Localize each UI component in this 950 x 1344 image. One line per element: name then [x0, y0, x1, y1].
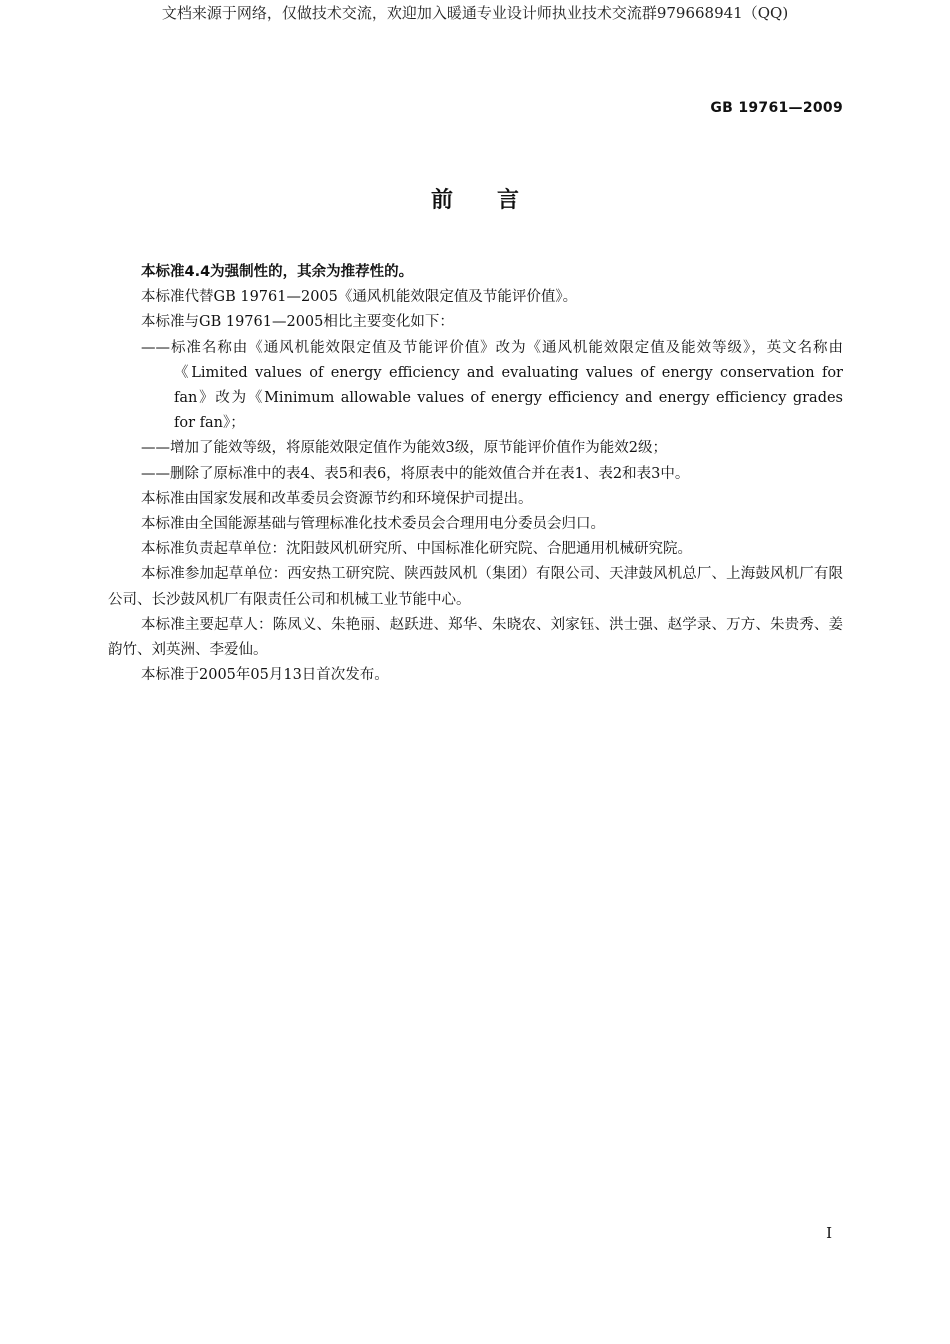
paragraph-first-issue: 本标准于2005年05月13日首次发布。 — [141, 667, 389, 684]
document-body — [108, 260, 843, 688]
standard-code: GB 19761—2009 — [710, 100, 843, 116]
page-title: 前言 — [430, 188, 563, 213]
paragraph-lead-drafters: 本标准负责起草单位：沈阳鼓风机研究所、中国标准化研究院、合肥通用机械研究院。 — [141, 541, 692, 558]
list-item-change: ——删除了原标准中的表4、表5和表6，将原表中的能效值合并在表1、表2和表3中。 — [141, 465, 690, 482]
paragraph-mandatory-clause: 本标准4.4为强制性的，其余为推荐性的。 — [141, 264, 414, 280]
paragraph-proposer: 本标准由国家发展和改革委员会资源节约和环境保护司提出。 — [141, 490, 533, 507]
paragraph-participating-drafters: 本标准参加起草单位：西安热工研究院、陕西鼓风机（集团）有限公司、天津鼓风机总厂、上海鼓风机厂有限公司、长沙鼓风机厂有限责任公司和机械工业节能中心。 — [108, 566, 843, 608]
paragraph-replaces: 本标准代替GB 19761—2005《通风机能效限定值及节能评价值》。 — [141, 289, 578, 306]
list-item-change: ——标准名称由《通风机能效限定值及节能评价值》改为《通风机能效限定值及能效等级》，英文名称由《Limited values of energy efficiency and evaluating values of energy conservation for fan》改为《Minimum allowable values of energy efficiency and energy efficiency grades for fan》； — [141, 339, 843, 432]
page-number: I — [826, 1224, 832, 1242]
paragraph-main-drafters: 本标准主要起草人：陈凤义、朱艳丽、赵跃进、郑华、朱晓农、刘家钰、洪士强、赵学录、万方、朱贵秀、姜韵竹、刘英洲、李爱仙。 — [108, 616, 843, 659]
paragraph-changes-intro: 本标准与GB 19761—2005相比主要变化如下： — [141, 314, 454, 331]
list-item-change: ——增加了能效等级，将原能效限定值作为能效3级，原节能评价值作为能效2级； — [141, 440, 667, 457]
paragraph-responsible-committee: 本标准由全国能源基础与管理标准化技术委员会合理用电分委员会归口。 — [141, 516, 605, 533]
watermark-text: 文档来源于网络，仅做技术交流，欢迎加入暖通专业设计师执业技术交流群979668941（QQ) — [161, 4, 789, 22]
